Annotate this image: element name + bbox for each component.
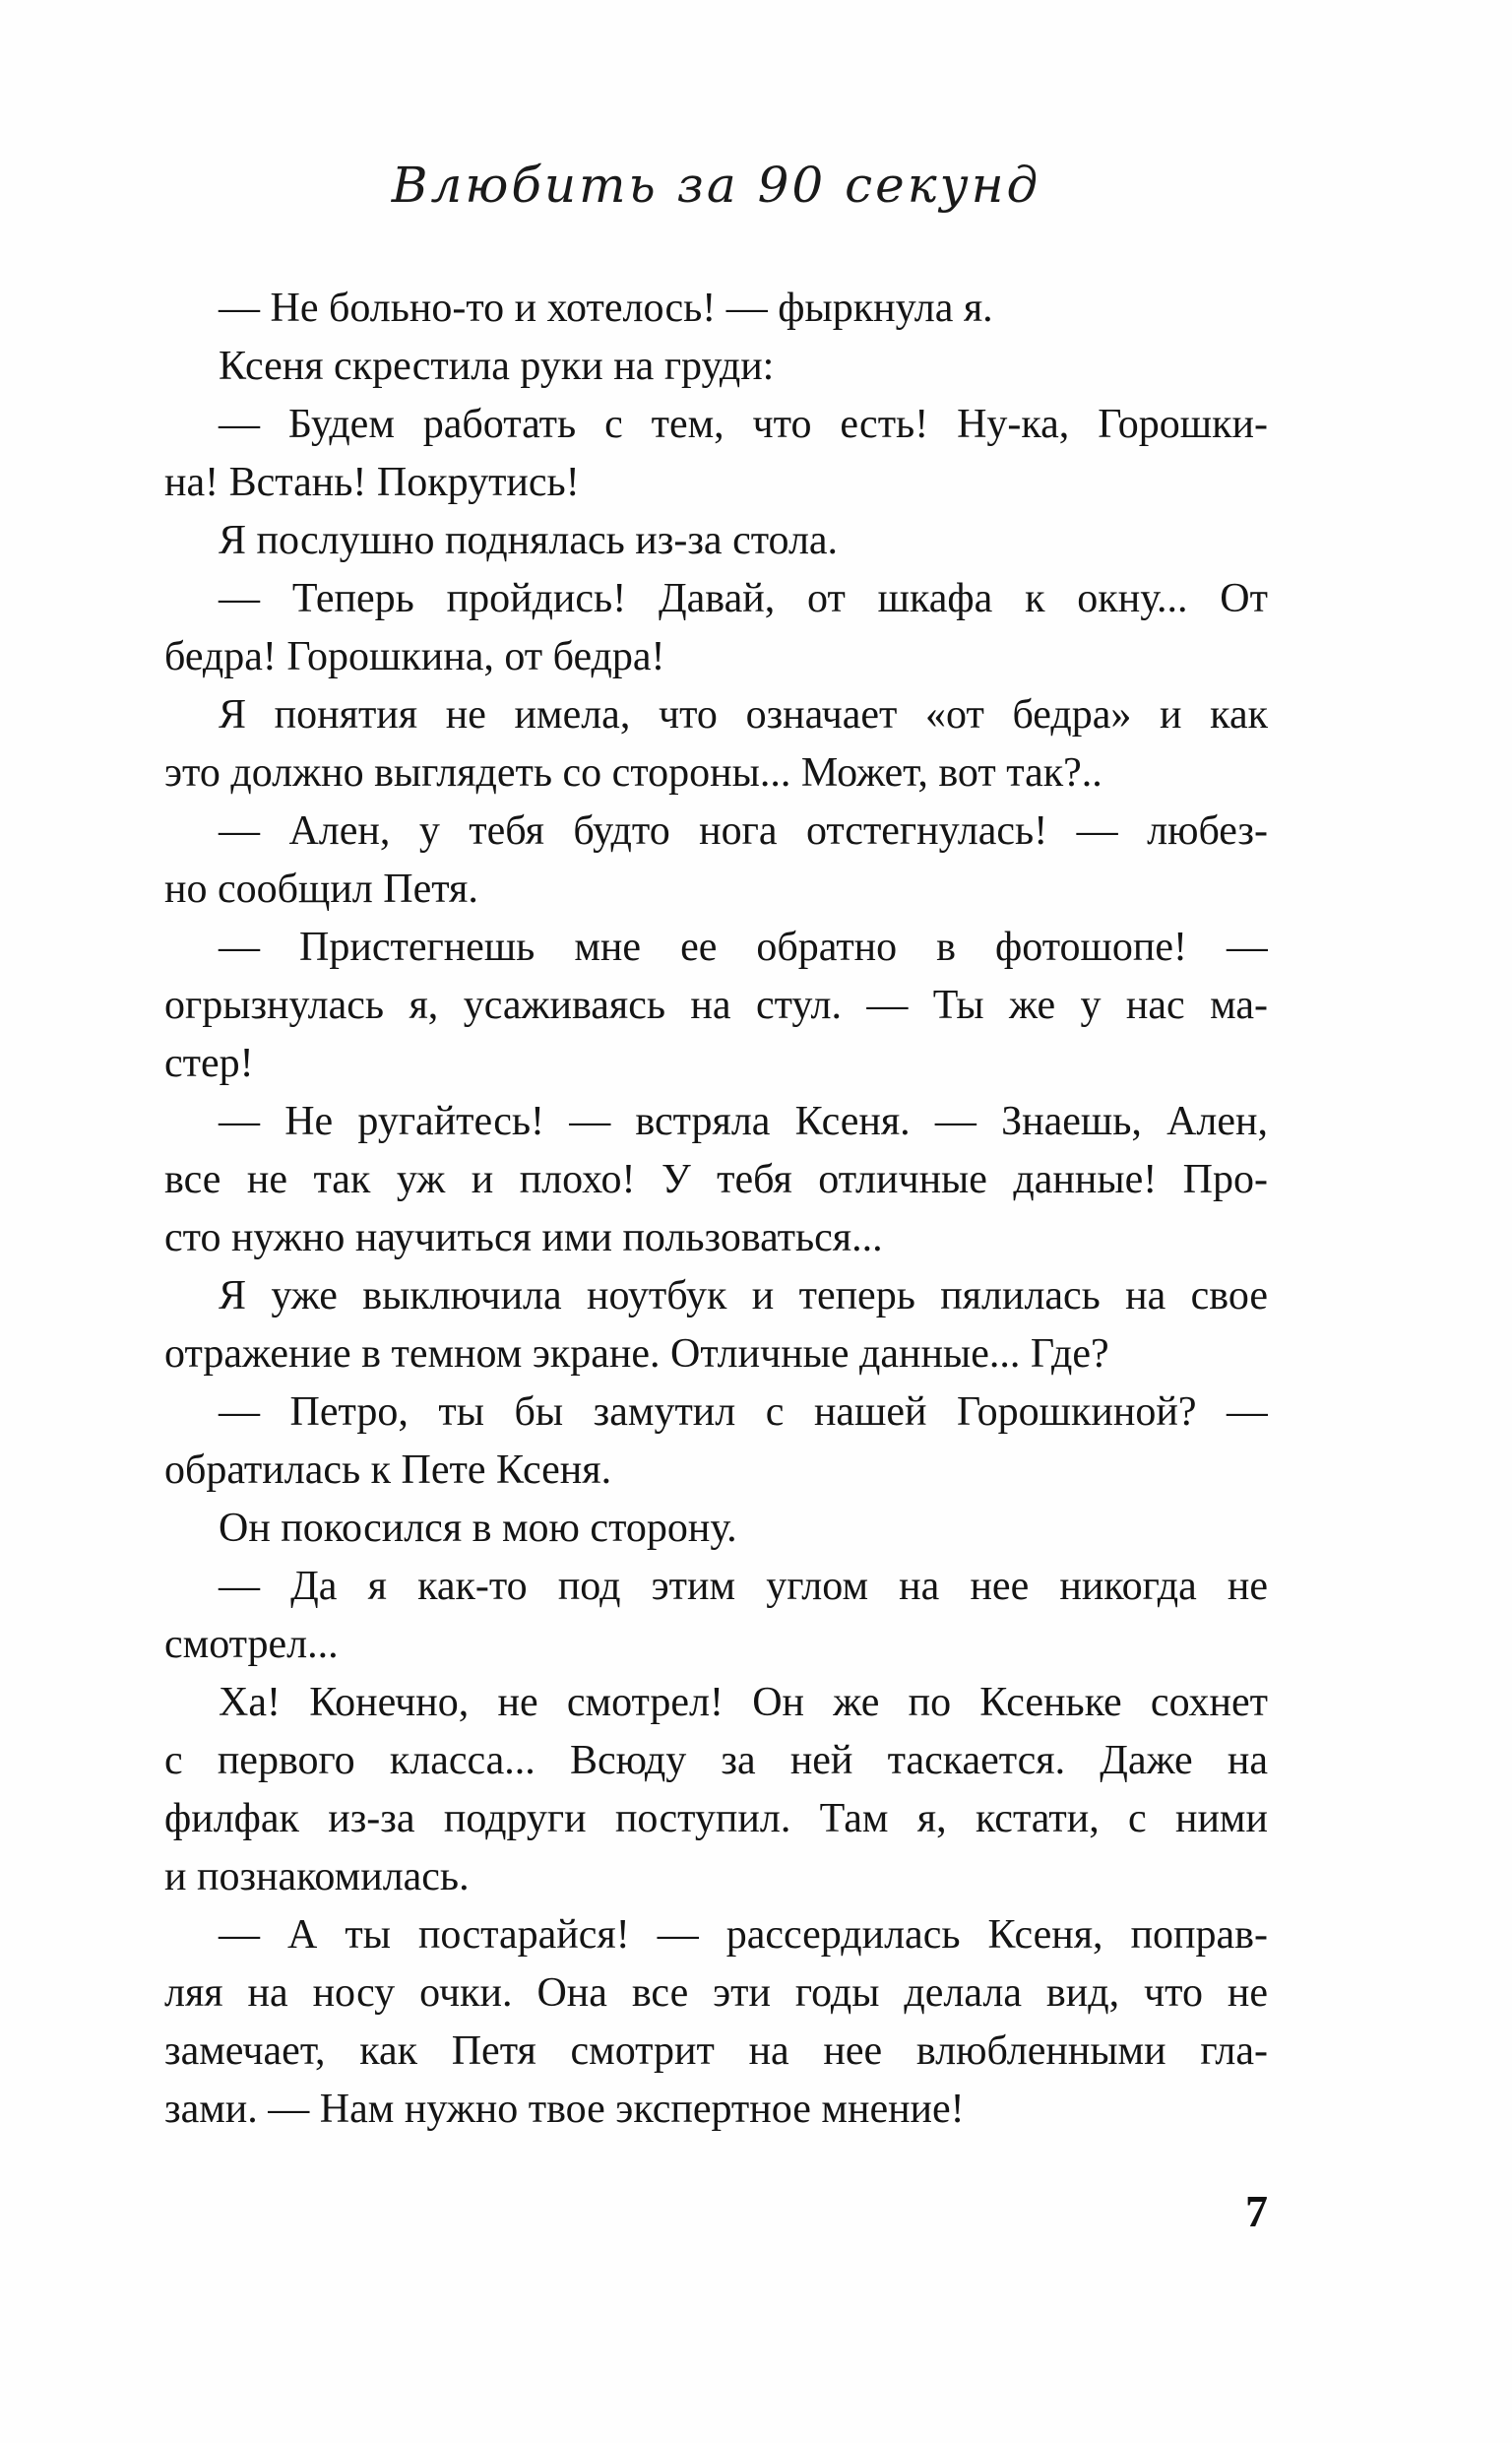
text-line: — Пристегнешь мне ее обратно в фотошопе! — xyxy=(219,925,1268,970)
text-line: и познакомилась. xyxy=(164,1854,470,1899)
text-line: бедра! Горошкина, от бедра! xyxy=(164,634,665,679)
text-line: Я уже выключила ноутбук и теперь пялилась на свое xyxy=(219,1273,1268,1318)
text-line: — Теперь пройдись! Давай, от шкафа к окну... От xyxy=(219,576,1268,621)
text-line: смотрел... xyxy=(164,1622,339,1667)
text-line: ляя на носу очки. Она все эти годы делала вид, что не xyxy=(164,1970,1268,2016)
page-number: 7 xyxy=(1245,2186,1268,2236)
text-line: Он покосился в мою сторону. xyxy=(219,1506,737,1551)
running-title: Влюбить за 90 секунд xyxy=(391,157,1041,214)
text-line: но сообщил Петя. xyxy=(164,867,478,912)
text-line: — А ты постарайся! — рассердилась Ксеня, поправ- xyxy=(219,1912,1268,1958)
text-line: — Петро, ты бы замутил с нашей Горошкиной? — xyxy=(219,1389,1268,1435)
text-line: все не так уж и плохо! У тебя отличные данные! Про- xyxy=(164,1157,1268,1202)
text-line: — Ален, у тебя будто нога отстегнулась! — любез- xyxy=(219,808,1268,854)
text-line: на! Встань! Покрутись! xyxy=(164,460,580,505)
text-line: — Будем работать с тем, что есть! Ну-ка, Горошки- xyxy=(219,402,1268,447)
text-line: с первого класса... Всюду за ней таскается. Даже на xyxy=(164,1738,1268,1783)
text-line: стер! xyxy=(164,1041,254,1086)
text-line: — Не больно-то и хотелось! — фыркнула я. xyxy=(219,286,993,331)
text-line: Ксеня скрестила руки на груди: xyxy=(219,344,775,389)
text-line: зами. — Нам нужно твое экспертное мнение! xyxy=(164,2087,965,2132)
text-line: Я понятия не имела, что означает «от бедра» и как xyxy=(219,692,1268,738)
text-line: — Не ругайтесь! — встряла Ксеня. — Знаешь, Ален, xyxy=(219,1099,1268,1144)
body-text-block xyxy=(164,280,1268,2139)
text-line: огрызнулась я, усаживаясь на стул. — Ты же у нас ма- xyxy=(164,983,1268,1028)
text-line: Ха! Конечно, не смотрел! Он же по Ксеньке сохнет xyxy=(219,1680,1268,1725)
text-line: Я послушно поднялась из-за стола. xyxy=(219,518,839,563)
text-line: сто нужно научиться ими пользоваться... xyxy=(164,1215,883,1260)
text-line: обратилась к Пете Ксеня. xyxy=(164,1447,612,1493)
text-line: замечает, как Петя смотрит на нее влюбленными гла- xyxy=(164,2028,1268,2074)
text-line: филфак из-за подруги поступил. Там я, кстати, с ними xyxy=(164,1796,1268,1841)
text-line: отражение в темном экране. Отличные данные... Где? xyxy=(164,1331,1109,1377)
text-line: — Да я как-то под этим углом на нее никогда не xyxy=(219,1564,1268,1609)
text-line: это должно выглядеть со стороны... Может, вот так?.. xyxy=(164,750,1102,796)
